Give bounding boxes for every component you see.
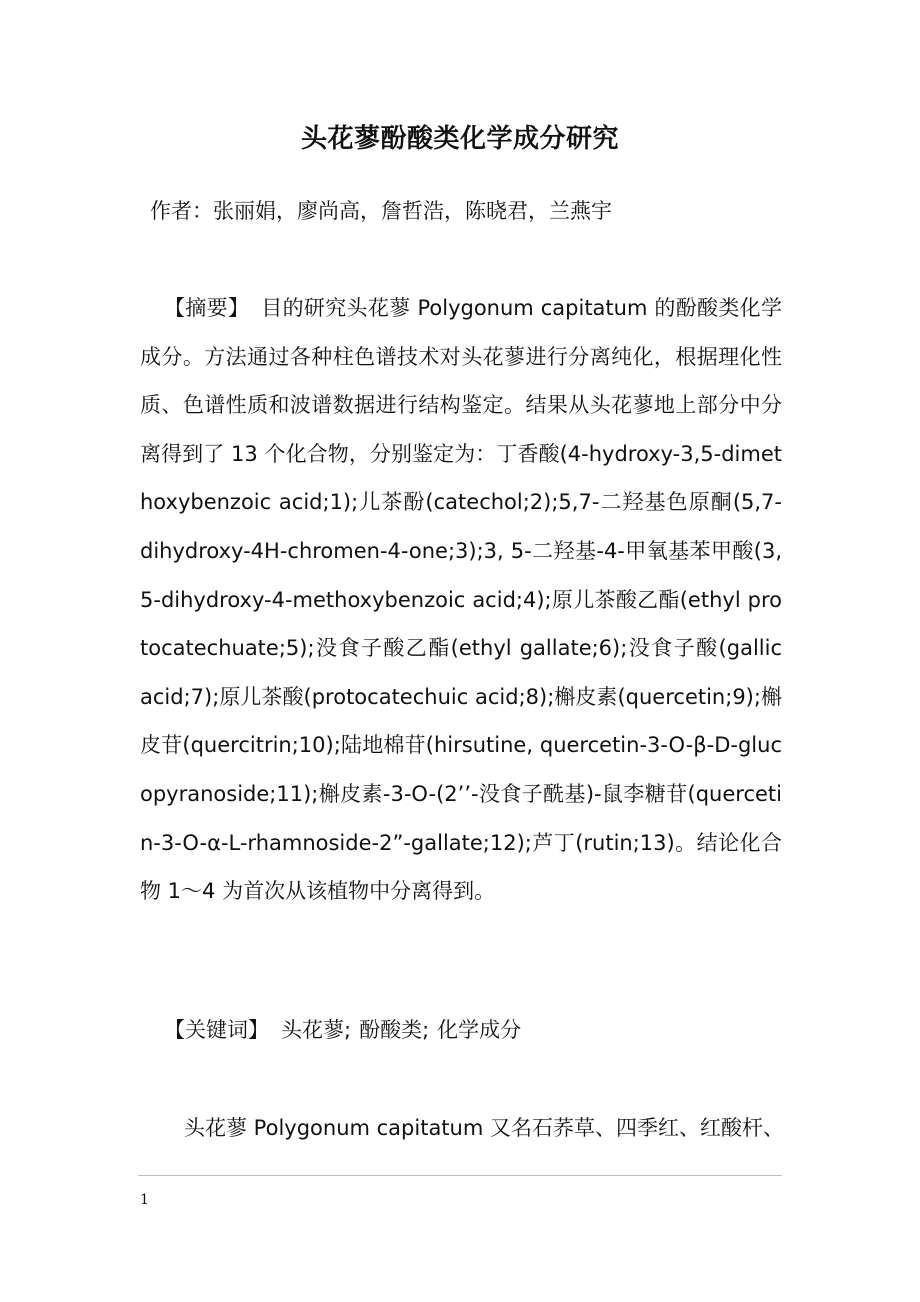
keywords-line	[164, 1010, 804, 1050]
document-title: 头花蓼酚酸类化学成分研究	[300, 124, 619, 154]
body-paragraph-start: 头花蓼 Polygonum capitatum 又名石荞草、四季红、红酸杆、	[184, 1116, 784, 1140]
keywords-label: 【关键词】	[164, 1018, 269, 1042]
keyword-item: 化学成分	[437, 1018, 522, 1042]
abstract-text: 目的研究头花蓼 Polygonum capitatum 的酚酸类化学成分。方法通过各种柱色谱技术对头花蓼进行分离纯化，根据理化性质、色谱性质和波谱数据进行结构鉴定。结果从头花蓼地上部分中分离得到了 13 个化合物，分别鉴定为：丁香酸(4-hydroxy-3,5-dimethoxybenzoic acid;1);儿茶酚(catechol;2);5,7-二羟基色原酮(5,7-dihydroxy-4H-chromen-4-one;3);3, 5-二羟基-4-甲氧基苯甲酸(3,5-dihydroxy-4-methoxybenzoic acid;4);原儿茶酸乙酯(ethyl protocatechuate;5);没食子酸乙酯(ethyl gallate;6);没食子酸(gallic acid;7);原儿茶酸(protocatechuic acid;8);槲皮素(quercetin;9);槲皮苷(quercitrin;10);陆地棉苷(hirsutine, quercetin-3-O-β-D-glucopyranoside;11);槲皮素-3-O-(2’’-没食子酰基)-鼠李糖苷(quercetin-3-O-α-L-rhamnoside-2”-gallate;12);芦丁(rutin;13)。结论化合物 1～4 为首次从该植物中分离得到。	[140, 296, 782, 904]
keyword-item: 头花蓼;	[281, 1018, 352, 1042]
footer-divider	[138, 1175, 782, 1176]
author-line: 作者：张丽娟，廖尚高，詹哲浩，陈晓君，兰燕宇	[150, 199, 612, 223]
page-number: 1	[140, 1192, 149, 1208]
abstract-paragraph	[140, 284, 782, 916]
abstract-label: 【摘要】	[164, 296, 250, 320]
keyword-item: 酚酸类;	[359, 1018, 430, 1042]
